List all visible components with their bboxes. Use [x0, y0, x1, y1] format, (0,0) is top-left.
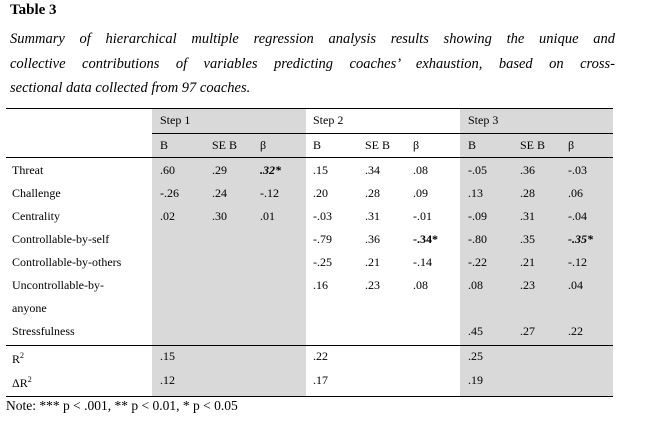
row-label: Threat [12, 163, 44, 177]
table-cell: -.35* [568, 232, 593, 246]
row-label: anyone [12, 301, 47, 315]
row-label: Centrality [12, 209, 60, 223]
table-cell: .15 [313, 163, 328, 177]
table-cell: .28 [520, 186, 535, 200]
table-cell: -.05 [468, 163, 487, 177]
table-cell: .08 [468, 278, 483, 292]
table-cell: .01 [260, 209, 275, 223]
table-cell: .22 [568, 324, 583, 338]
table-cell: .02 [160, 209, 175, 223]
superscript: 2 [27, 375, 32, 384]
column-header-rule [6, 157, 613, 158]
row-label: Stressfulness [12, 324, 75, 338]
table-cell: .34 [365, 163, 380, 177]
table-note: Note: *** p < .001, ** p < 0.01, * p < 0.05 [6, 398, 238, 413]
table-cell: .24 [212, 186, 227, 200]
table-cell: .31 [365, 209, 380, 223]
delta-r-squared-label: $\Delta R^2$ [12, 375, 32, 390]
shaded-column-bg [152, 345, 306, 396]
column-header: SE B [212, 138, 238, 152]
column-header: β [568, 138, 575, 152]
row-label: Controllable-by-self [12, 232, 110, 246]
table-cell: -.04 [568, 209, 587, 223]
table-cell: .21 [365, 255, 380, 269]
step-header: Step 1 [160, 113, 191, 127]
column-header: B [313, 138, 322, 152]
table-cell: -.25 [313, 255, 332, 269]
table-cell: -.34* [413, 232, 438, 246]
table-bottom-rule [6, 396, 613, 397]
column-header: B [160, 138, 169, 152]
table-cell: -.01 [413, 209, 432, 223]
caption-line: collective contributions of variables predicting coaches’ exhaustion, based on cross- [10, 55, 615, 72]
caption-line: Summary of hierarchical multiple regression analysis results showing the unique and [10, 31, 615, 47]
table-cell: .45 [468, 324, 483, 338]
table-cell: -.03 [313, 209, 332, 223]
table-cell: .28 [365, 186, 380, 200]
table-caption [10, 27, 615, 101]
table-cell: .23 [365, 278, 380, 292]
table-cell: .32* [260, 163, 281, 177]
table-cell: .04 [568, 278, 583, 292]
table-cell: .13 [468, 186, 483, 200]
step-header: Step 2 [313, 113, 344, 127]
table-cell: .21 [520, 255, 535, 269]
delta-r-squared-value: .12 [160, 373, 175, 387]
table-cell: .36 [520, 163, 535, 177]
table-cell: .06 [568, 186, 583, 200]
caption-line: sectional data collected from 97 coaches. [10, 80, 251, 96]
column-header: B [468, 138, 477, 152]
step-header: Step 3 [468, 113, 499, 127]
table-cell: .36 [365, 232, 380, 246]
table-cell: .20 [313, 186, 328, 200]
table-cell: .08 [413, 278, 428, 292]
delta-r-squared-value: .17 [313, 373, 328, 387]
column-header: SE B [520, 138, 546, 152]
table-cell: -.03 [568, 163, 587, 177]
column-header: SE B [365, 138, 391, 152]
row-label: Uncontrollable-by- [12, 278, 104, 292]
table-label: Table 3 [10, 2, 57, 18]
table-cell: .35 [520, 232, 535, 246]
r-squared-value: .25 [468, 349, 483, 363]
row-label: Controllable-by-others [12, 255, 122, 269]
table-cell: .23 [520, 278, 535, 292]
column-header: β [413, 138, 420, 152]
table-cell: -.12 [260, 186, 279, 200]
row-label: Challenge [12, 186, 61, 200]
table-cell: -.26 [160, 186, 179, 200]
table-cell: .29 [212, 163, 227, 177]
table-cell: .60 [160, 163, 175, 177]
table-cell: .27 [520, 324, 535, 338]
table-cell: .30 [212, 209, 227, 223]
table-cell: -.22 [468, 255, 487, 269]
table-cell: -.09 [468, 209, 487, 223]
table-cell: -.14 [413, 255, 432, 269]
superscript: 2 [20, 351, 25, 360]
column-header: β [260, 138, 267, 152]
table-top-rule [6, 108, 613, 109]
table-cell: .08 [413, 163, 428, 177]
delta-r-squared-value: .19 [468, 373, 483, 387]
header-rule [152, 133, 613, 134]
table-cell: .31 [520, 209, 535, 223]
r-squared-value: .15 [160, 349, 175, 363]
table-cell: -.80 [468, 232, 487, 246]
table-cell: .09 [413, 186, 428, 200]
table-cell: .16 [313, 278, 328, 292]
r-squared-label: $R^2$ [12, 351, 25, 366]
r-squared-value: .22 [313, 349, 328, 363]
table-cell: -.12 [568, 255, 587, 269]
table-cell: -.79 [313, 232, 332, 246]
body-rule [6, 345, 613, 346]
